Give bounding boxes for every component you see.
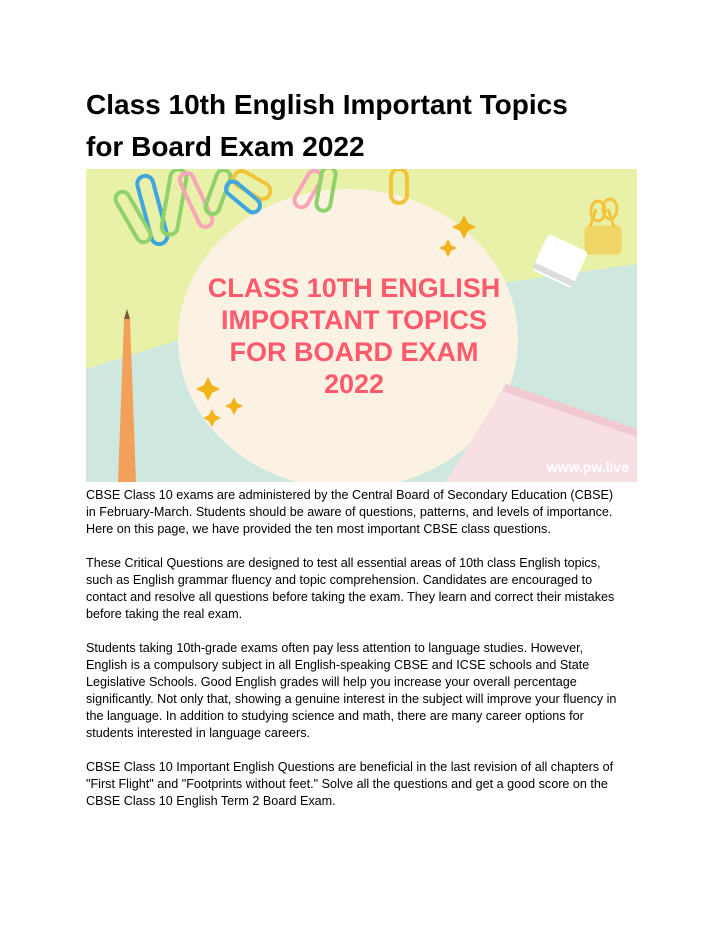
page-title	[86, 84, 646, 168]
title-line-1: Class 10th English Important Topics	[86, 89, 568, 120]
paragraph-line: such as English grammar fluency and topic comprehension. Candidates are encouraged to	[86, 573, 593, 587]
paragraph-line: significantly. Not only that, showing a genuine interest in the subject will improve your fluency in	[86, 692, 617, 706]
title-line-2: for Board Exam 2022	[86, 131, 365, 162]
paragraph-line: These Critical Questions are designed to test all essential areas of 10th class English topics,	[86, 556, 601, 570]
paragraph	[86, 759, 642, 810]
paragraph-line: CBSE Class 10 exams are administered by the Central Board of Secondary Education (CBSE)	[86, 488, 614, 502]
paragraph-line: English is a compulsory subject in all English-speaking CBSE and ICSE schools and State	[86, 658, 590, 672]
paragraph-line: CBSE Class 10 Important English Questions are beneficial in the last revision of all chapters of	[86, 760, 614, 774]
paragraph-line: Here on this page, we have provided the ten most important CBSE class questions.	[86, 522, 551, 536]
paragraph-line: Students taking 10th-grade exams often pay less attention to language studies. However,	[86, 641, 584, 655]
article-body	[86, 487, 642, 827]
banner-line-3: FOR BOARD EXAM	[229, 337, 479, 367]
paragraph-line: "First Flight" and "Footprints without feet." Solve all the questions and get a good score on the	[86, 777, 608, 791]
paragraph	[86, 640, 642, 742]
paragraph-line: contact and resolve all questions before taking the exam. They learn and correct their mistakes	[86, 590, 615, 604]
paragraph-line: in February-March. Students should be aware of questions, patterns, and levels of importance.	[86, 505, 613, 519]
paragraph	[86, 555, 642, 623]
banner-line-4: 2022	[323, 369, 385, 399]
hero-image	[86, 169, 637, 482]
paragraph	[86, 487, 642, 538]
paragraph-line: before taking the real exam.	[86, 607, 243, 621]
paragraph-line: Legislative Schools. Good English grades will help you increase your overall percentage	[86, 675, 577, 689]
banner-line-1: CLASS 10TH ENGLISH	[207, 273, 501, 303]
watermark: www.pw.live	[546, 459, 629, 475]
paragraph-line: the language. In addition to studying science and math, there are many career options for	[86, 709, 584, 723]
paragraph-line: CBSE Class 10 English Term 2 Board Exam.	[86, 794, 336, 808]
paragraph-line: students interested in language careers.	[86, 726, 311, 740]
banner-line-2: IMPORTANT TOPICS	[220, 305, 488, 335]
